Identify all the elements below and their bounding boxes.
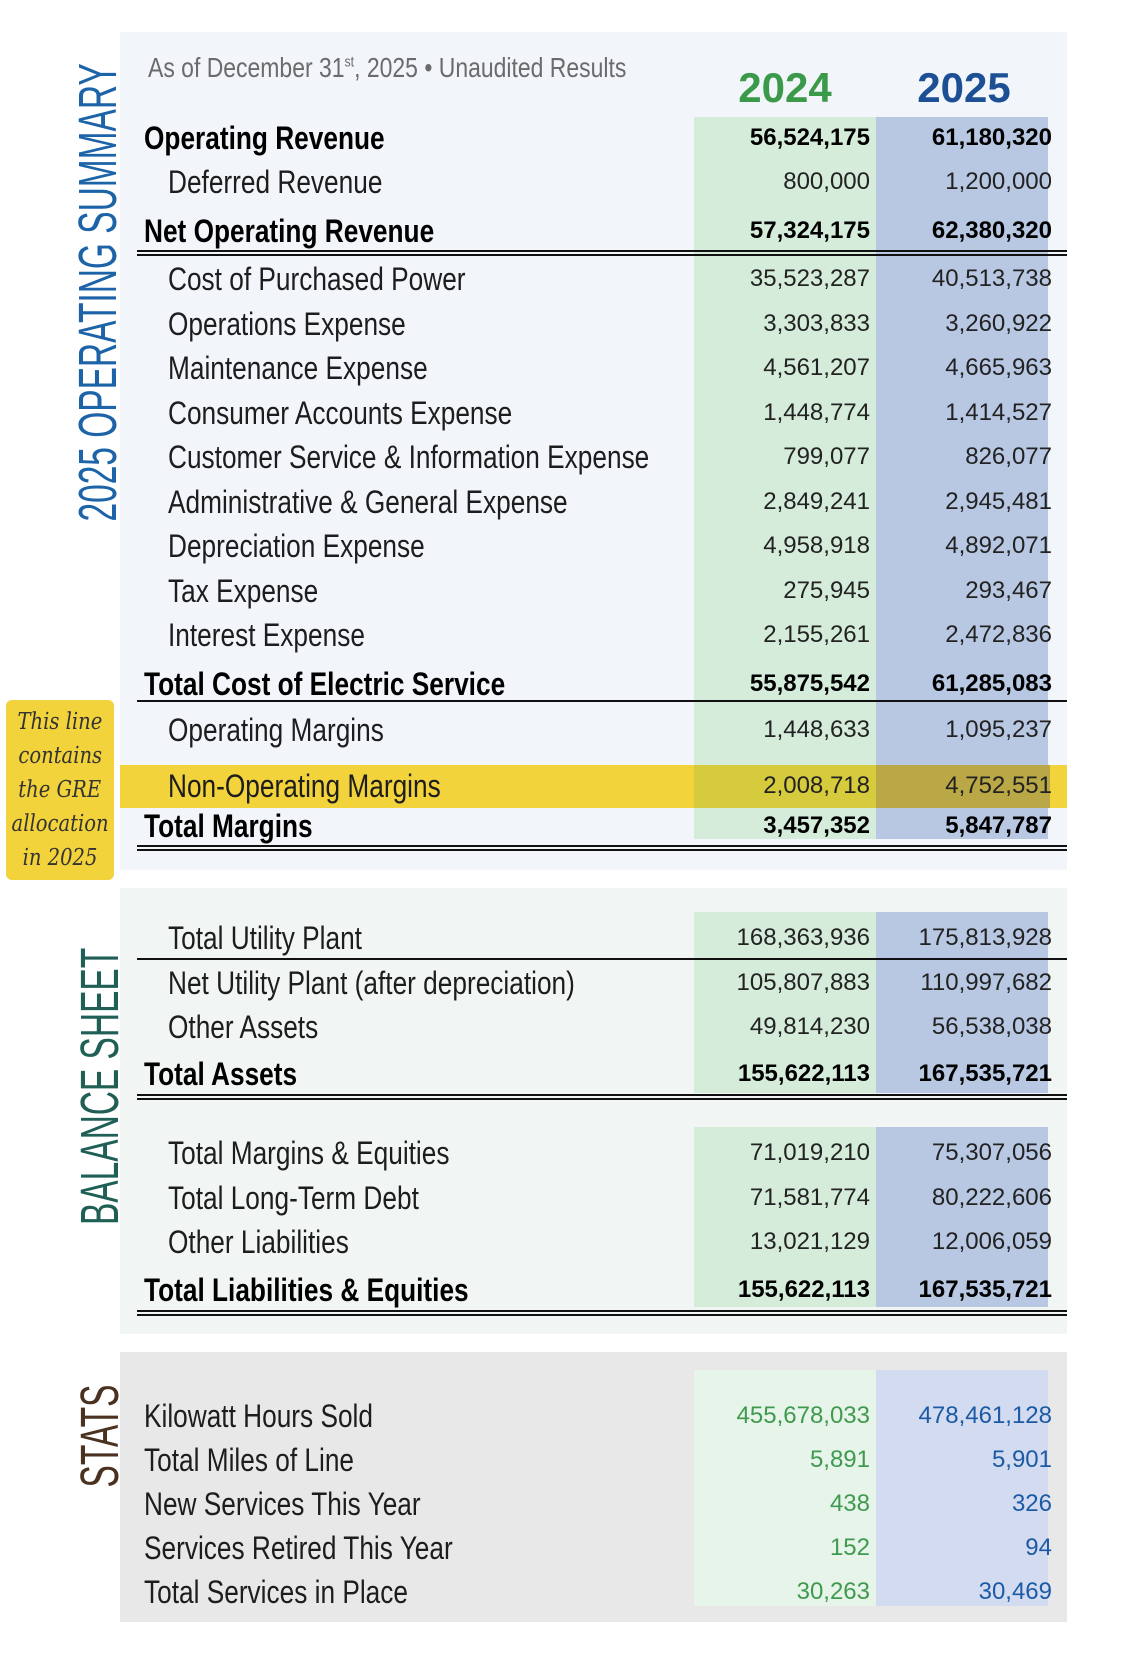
value-2024: 1,448,774 xyxy=(763,399,870,426)
value-2024: 455,678,033 xyxy=(736,1402,870,1429)
value-2024: 2,155,261 xyxy=(763,621,870,648)
row-label: Total Assets xyxy=(144,1056,298,1092)
row-total-liabilities-and-equities xyxy=(120,1270,1067,1310)
row-label: Tax Expense xyxy=(168,573,319,609)
row-new-services-this-year xyxy=(120,1484,1067,1524)
row-total-cost-of-electric-service xyxy=(120,664,1067,704)
row-net-utility-plant-after-depreciation xyxy=(120,963,1067,1003)
value-2024: 438 xyxy=(829,1490,870,1517)
value-2025: 1,200,000 xyxy=(945,168,1052,195)
rule xyxy=(137,849,1067,851)
side-title-balance-text: BALANCE SHEET xyxy=(70,947,130,1225)
row-label-wrap xyxy=(168,615,408,655)
rule xyxy=(137,958,1067,960)
value-2024: 71,581,774 xyxy=(749,1184,870,1211)
value-2025: 5,847,787 xyxy=(945,812,1052,839)
row-label: Deferred Revenue xyxy=(168,164,383,200)
row-label: Interest Expense xyxy=(168,617,365,653)
value-2024: 71,019,210 xyxy=(749,1139,870,1166)
row-total-utility-plant xyxy=(120,918,1067,958)
row-tax-expense xyxy=(120,571,1067,611)
value-2024: 800,000 xyxy=(783,168,870,195)
value-2025: 167,535,721 xyxy=(918,1276,1052,1303)
row-maintenance-expense xyxy=(120,348,1067,388)
value-2024: 1,448,633 xyxy=(763,716,870,743)
row-other-liabilities xyxy=(120,1222,1067,1262)
value-2024: 3,457,352 xyxy=(763,812,870,839)
row-label: Consumer Accounts Expense xyxy=(168,395,513,431)
value-2024: 55,875,542 xyxy=(749,670,870,697)
row-deferred-revenue xyxy=(120,162,1067,202)
row-label-wrap xyxy=(168,1133,511,1173)
rule xyxy=(137,1098,1067,1100)
value-2024: 152 xyxy=(829,1534,870,1561)
row-label-wrap xyxy=(144,1054,331,1094)
row-label-wrap xyxy=(168,766,501,806)
date-line xyxy=(148,52,731,84)
row-label: Total Margins & Equities xyxy=(168,1135,450,1171)
row-depreciation-expense xyxy=(120,526,1067,566)
row-non-operating-margins xyxy=(120,766,1067,806)
value-2025: 293,467 xyxy=(965,577,1052,604)
value-2024: 3,303,833 xyxy=(763,310,870,337)
row-label-wrap xyxy=(168,162,429,202)
row-label-wrap xyxy=(168,1178,474,1218)
row-label: Total Cost of Electric Service xyxy=(144,666,506,702)
row-interest-expense xyxy=(120,615,1067,655)
note-line: contains xyxy=(18,743,102,769)
row-label: Operating Revenue xyxy=(144,120,385,156)
row-label-wrap xyxy=(168,348,485,388)
value-2025: 80,222,606 xyxy=(931,1184,1052,1211)
value-2024: 56,524,175 xyxy=(749,124,870,151)
value-2025: 1,095,237 xyxy=(945,716,1052,743)
row-label-wrap xyxy=(144,664,584,704)
value-2024: 155,622,113 xyxy=(737,1276,870,1303)
value-2024: 155,622,113 xyxy=(737,1060,870,1087)
note-line: allocation xyxy=(11,811,109,837)
row-label-wrap xyxy=(144,1572,466,1612)
value-2024: 168,363,936 xyxy=(736,924,870,951)
side-title-operating-text: 2025 OPERATING SUMMARY xyxy=(68,62,128,522)
row-label: Operations Expense xyxy=(168,306,406,342)
row-label: Non-Operating Margins xyxy=(168,768,441,804)
row-administrative-and-general-expense xyxy=(120,482,1067,522)
row-label-wrap xyxy=(168,393,588,433)
row-label: Maintenance Expense xyxy=(168,350,428,386)
row-label-wrap xyxy=(144,1270,540,1310)
date-rest: , 2025 • Unaudited Results xyxy=(354,52,627,83)
row-label-wrap xyxy=(168,526,481,566)
value-2024: 49,814,230 xyxy=(749,1013,870,1040)
rule xyxy=(137,1314,1067,1316)
value-2025: 1,414,527 xyxy=(945,399,1052,426)
rule xyxy=(137,1094,1067,1096)
row-label: Depreciation Expense xyxy=(168,528,425,564)
date-suffix: st xyxy=(344,53,355,71)
row-label-wrap xyxy=(168,1007,351,1047)
row-label: Other Assets xyxy=(168,1009,319,1045)
row-label-wrap xyxy=(168,571,351,611)
row-label: New Services This Year xyxy=(144,1486,421,1522)
value-2025: 478,461,128 xyxy=(918,1402,1052,1429)
row-label-wrap xyxy=(144,1528,520,1568)
rule xyxy=(137,1310,1067,1312)
row-label: Net Operating Revenue xyxy=(144,213,435,249)
side-title-operating xyxy=(68,32,128,552)
row-label: Customer Service & Information Expense xyxy=(168,439,650,475)
row-label: Total Miles of Line xyxy=(144,1442,355,1478)
note-line: in 2025 xyxy=(22,845,98,871)
side-title-stats-text: STATS xyxy=(70,1384,130,1488)
year-2024-header: 2024 xyxy=(738,64,832,111)
value-2025: 4,892,071 xyxy=(945,532,1052,559)
value-2025: 56,538,038 xyxy=(931,1013,1052,1040)
row-label-wrap xyxy=(168,963,664,1003)
value-2024: 4,958,918 xyxy=(763,532,870,559)
value-2024: 5,891 xyxy=(809,1446,870,1473)
rule xyxy=(137,254,1067,256)
value-2025: 94 xyxy=(1025,1534,1052,1561)
value-2024: 30,263 xyxy=(796,1578,870,1605)
value-2025: 62,380,320 xyxy=(931,217,1052,244)
row-kilowatt-hours-sold xyxy=(120,1396,1067,1436)
value-2024: 57,324,175 xyxy=(749,217,870,244)
row-net-operating-revenue xyxy=(120,211,1067,251)
row-label: Total Utility Plant xyxy=(168,920,362,956)
value-2024: 799,077 xyxy=(783,443,870,470)
row-label: Administrative & General Expense xyxy=(168,484,568,520)
value-2025: 110,997,682 xyxy=(920,969,1052,996)
row-label-wrap xyxy=(168,259,531,299)
value-2025: 2,945,481 xyxy=(945,488,1052,515)
value-2024: 2,008,718 xyxy=(763,772,870,799)
row-operating-revenue xyxy=(120,118,1067,158)
row-label: Operating Margins xyxy=(168,712,384,748)
row-total-margins xyxy=(120,806,1067,846)
row-operations-expense xyxy=(120,304,1067,344)
row-cost-of-purchased-power xyxy=(120,259,1067,299)
row-operating-margins xyxy=(120,710,1067,750)
row-label-wrap xyxy=(144,806,350,846)
row-label-wrap xyxy=(168,304,458,344)
value-2025: 12,006,059 xyxy=(931,1228,1052,1255)
gre-allocation-note xyxy=(6,700,114,880)
note-line: This line xyxy=(17,709,103,735)
row-label: Net Utility Plant (after depreciation) xyxy=(168,965,575,1001)
row-total-long-term-debt xyxy=(120,1178,1067,1218)
row-label-wrap xyxy=(168,918,405,958)
row-label: Other Liabilities xyxy=(168,1224,349,1260)
row-consumer-accounts-expense xyxy=(120,393,1067,433)
value-2024: 35,523,287 xyxy=(749,265,870,292)
value-2025: 30,469 xyxy=(978,1578,1052,1605)
row-label: Kilowatt Hours Sold xyxy=(144,1398,373,1434)
value-2025: 75,307,056 xyxy=(931,1139,1052,1166)
value-2025: 167,535,721 xyxy=(918,1060,1052,1087)
row-label: Cost of Purchased Power xyxy=(168,261,466,297)
row-customer-service-and-information-expense xyxy=(120,437,1067,477)
value-2025: 4,665,963 xyxy=(945,354,1052,381)
value-2025: 40,513,738 xyxy=(931,265,1052,292)
value-2024: 13,021,129 xyxy=(749,1228,870,1255)
row-label-wrap xyxy=(144,1484,481,1524)
value-2025: 61,180,320 xyxy=(931,124,1052,151)
row-label: Total Liabilities & Equities xyxy=(144,1272,469,1308)
row-label-wrap xyxy=(168,1222,389,1262)
row-label: Services Retired This Year xyxy=(144,1530,453,1566)
date-prefix: As of December 31 xyxy=(148,52,345,83)
row-other-assets xyxy=(120,1007,1067,1047)
row-label-wrap xyxy=(168,437,755,477)
value-2025: 5,901 xyxy=(991,1446,1052,1473)
value-2025: 3,260,922 xyxy=(945,310,1052,337)
row-label-wrap xyxy=(144,118,437,158)
row-total-assets xyxy=(120,1054,1067,1094)
row-label: Total Long-Term Debt xyxy=(168,1180,419,1216)
value-2025: 61,285,083 xyxy=(931,670,1052,697)
row-total-margins-and-equities xyxy=(120,1133,1067,1173)
row-label-wrap xyxy=(144,1396,423,1436)
row-label: Total Services in Place xyxy=(144,1574,408,1610)
value-2025: 4,752,551 xyxy=(945,772,1052,799)
value-2024: 275,945 xyxy=(783,577,870,604)
row-label-wrap xyxy=(168,482,655,522)
value-2025: 826,077 xyxy=(965,443,1052,470)
row-label-wrap xyxy=(144,1440,400,1480)
row-total-services-in-place xyxy=(120,1572,1067,1612)
value-2025: 326 xyxy=(1011,1490,1052,1517)
row-label: Total Margins xyxy=(144,808,313,844)
value-2025: 2,472,836 xyxy=(945,621,1052,648)
value-2024: 4,561,207 xyxy=(763,354,870,381)
value-2024: 105,807,883 xyxy=(736,969,870,996)
row-label-wrap xyxy=(144,211,498,251)
value-2025: 175,813,928 xyxy=(918,924,1052,951)
row-total-miles-of-line xyxy=(120,1440,1067,1480)
row-label-wrap xyxy=(168,710,431,750)
note-line: the GRE xyxy=(18,777,102,803)
row-services-retired-this-year xyxy=(120,1528,1067,1568)
value-2024: 2,849,241 xyxy=(763,488,870,515)
year-2025-header: 2025 xyxy=(917,64,1011,111)
